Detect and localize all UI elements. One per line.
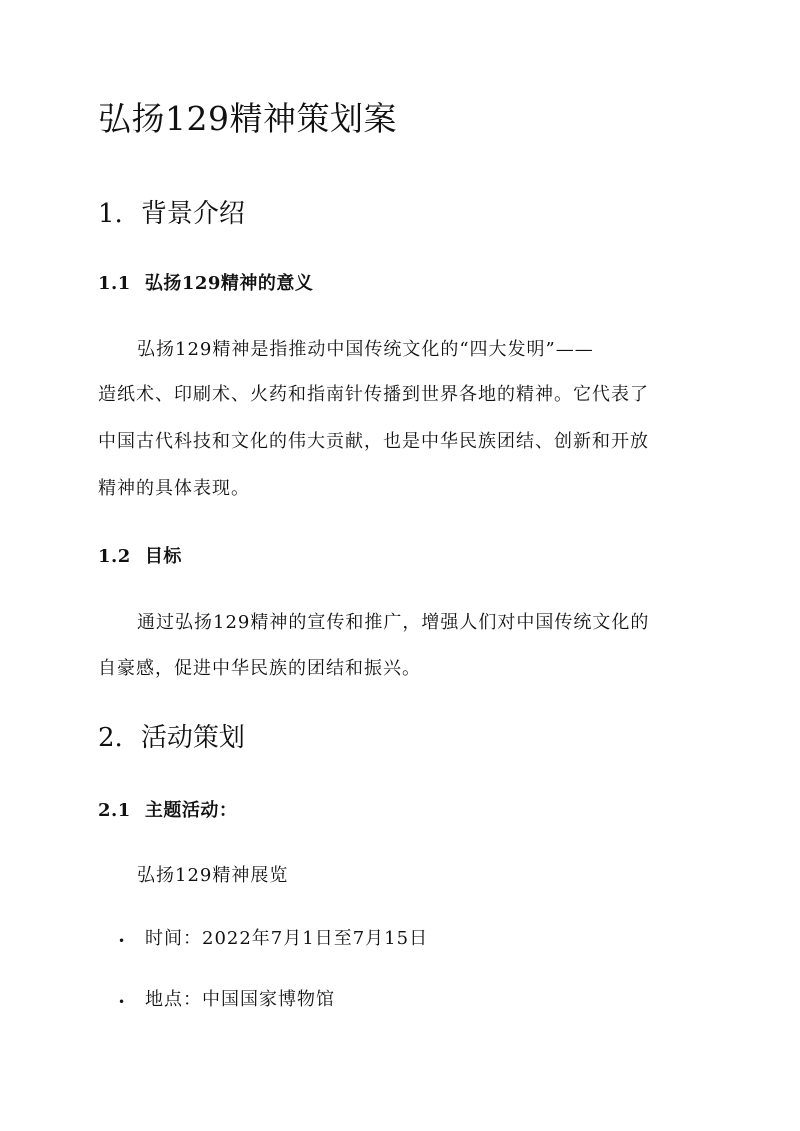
theme-name: 弘扬129精神展览 (137, 865, 289, 886)
paragraph-line: 弘扬129精神是指推动中国传统文化的“四大发明”—— (137, 339, 594, 360)
paragraph-line: 中国古代科技和文化的伟大贡献，也是中华民族团结、创新和开放 (98, 431, 649, 452)
subsection-heading-goal (98, 543, 182, 571)
section-number: 1. (98, 199, 123, 229)
paragraph-line: 通过弘扬129精神的宣传和推广，增强人们对中国传统文化的 (137, 612, 650, 633)
document-title: 弘扬129精神策划案 (98, 99, 397, 138)
bullet-icon: • (118, 995, 126, 1009)
list-item-location: 地点：中国国家博物馆 (145, 989, 335, 1010)
paragraph-line: 精神的具体表现。 (98, 478, 250, 499)
subsection-title: 主题活动： (144, 800, 238, 821)
section-title: 活动策划 (140, 723, 245, 753)
section-heading-background (98, 196, 245, 232)
paragraph-line: 造纸术、印刷术、火药和指南针传播到世界各地的精神。它代表了 (98, 384, 649, 405)
subsection-title: 弘扬129精神的意义 (144, 273, 314, 294)
list-item-time: 时间：2022年7月1日至7月15日 (145, 928, 429, 949)
bullet-icon: • (118, 934, 126, 948)
subsection-heading-significance (98, 270, 313, 298)
subsection-number: 1.1 (98, 273, 131, 294)
section-title: 背景介绍 (140, 199, 245, 229)
section-heading-planning (98, 720, 245, 756)
subsection-number: 1.2 (98, 546, 131, 567)
subsection-number: 2.1 (98, 800, 131, 821)
subsection-title: 目标 (144, 546, 182, 567)
subsection-heading-theme-activity (98, 797, 237, 825)
section-number: 2. (98, 723, 123, 753)
paragraph-line: 自豪感，促进中华民族的团结和振兴。 (98, 658, 421, 679)
